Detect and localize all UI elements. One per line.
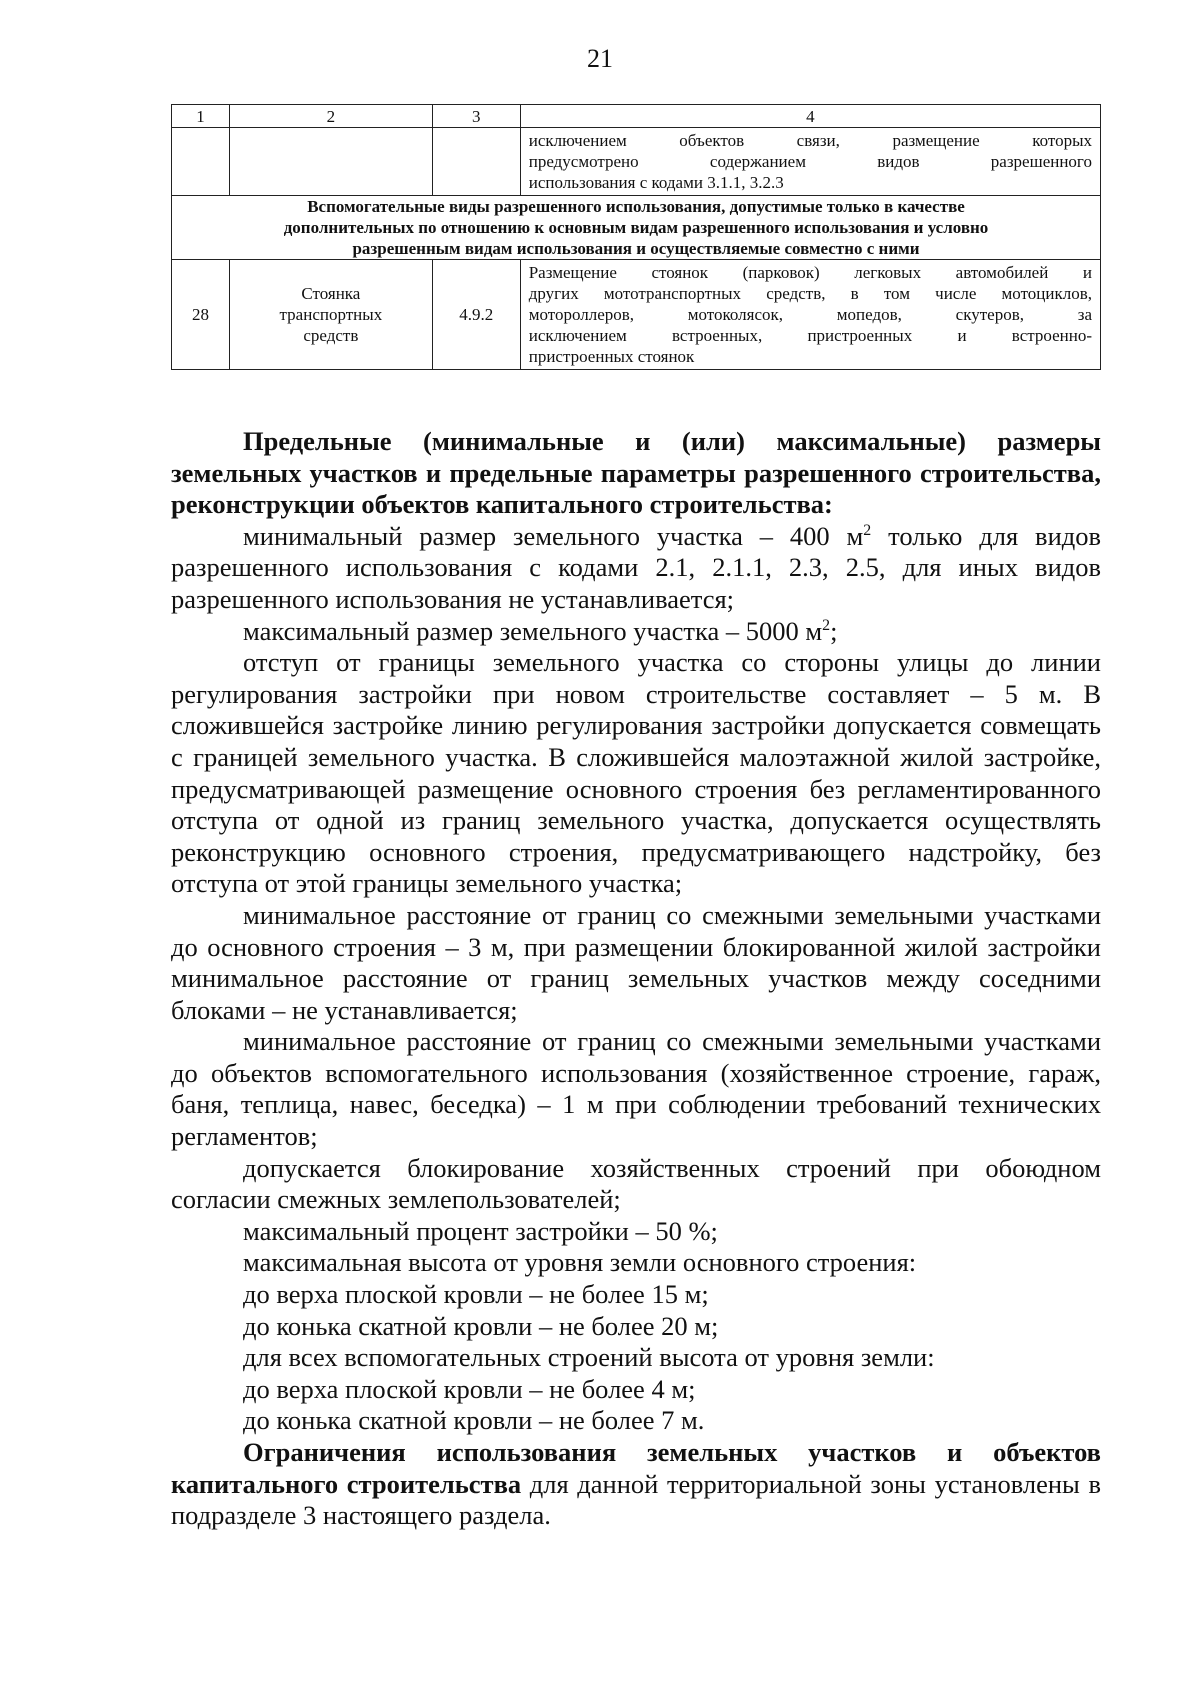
- table-header-row: [172, 105, 1101, 128]
- paragraph: до верха плоской кровли – не более 15 м;: [243, 1279, 709, 1310]
- paragraph: до верха плоской кровли – не более 4 м;: [243, 1373, 696, 1404]
- paragraph: максимальный процент застройки – 50 %;: [243, 1215, 718, 1246]
- land-use-table: [171, 104, 1101, 370]
- closing-paragraph: Ограничения использования земельных участков и объектов капитального строительства для данной территориальной зоны установлены в подразделе 3 настоящего раздела.: [171, 1437, 1101, 1531]
- paragraph: для всех вспомогательных строений высота от уровня земли:: [243, 1342, 935, 1373]
- section-title: Предельные (минимальные и (или) максимальные) размеры земельных участков и предельные параметры разрешенного строительства, реконструкции объектов капитального строительства:: [171, 426, 1101, 520]
- row-code: 4.9.2: [432, 260, 520, 370]
- paragraph: минимальное расстояние от границ со смежными земельными участками до основного строения – 3 м, при размещении блокированной жилой застройки минимальное расстояние от границ земельных участков между соседними блоками – не устанавливается;: [171, 899, 1101, 1025]
- column-header: 4: [520, 105, 1100, 128]
- continuation-text: исключением объектов связи, размещение которых предусмотрено содержанием видов разрешенного использования с кодами 3.1.1, 3.2.3: [520, 128, 1100, 196]
- column-header: 1: [172, 105, 230, 128]
- page-number: 21: [587, 44, 613, 73]
- paragraph: максимальный размер земельного участка – 5000 $м^2$;: [243, 615, 838, 646]
- row-description: Размещение стоянок (парковок) легковых автомобилей и других мототранспортных средств, в том числе мотоциклов, мотороллеров, мотоколясок, мопедов, скутеров, за исключением встроенных, пристроенных и встроенно- пристроенных стоянок: [520, 260, 1100, 370]
- paragraph: минимальный размер земельного участка – 400 $м^2$ только для видов разрешенного использования с кодами 2.1, 2.1.1, 2.3, 2.5, для иных видов разрешенного использования не устанавливается;: [171, 520, 1101, 614]
- document-body: [171, 426, 1101, 1532]
- section-heading: Вспомогательные виды разрешенного использования, допустимые только в качестве дополнительных по отношению к основным видам разрешенного использования и условно разрешенным видам использования и осуществляемые совместно с ними: [172, 196, 1101, 260]
- paragraph: до конька скатной кровли – не более 20 м;: [243, 1310, 719, 1341]
- row-number: 28: [172, 260, 230, 370]
- paragraph: до конька скатной кровли – не более 7 м.: [243, 1405, 705, 1436]
- paragraph: допускается блокирование хозяйственных строений при обоюдном согласии смежных землепользователей;: [171, 1152, 1101, 1215]
- column-header: 2: [229, 105, 432, 128]
- paragraph: минимальное расстояние от границ со смежными земельными участками до объектов вспомогательного использования (хозяйственное строение, гараж, баня, теплица, навес, беседка) – 1 м при соблюдении требований технических регламентов;: [171, 1026, 1101, 1152]
- table-row-continuation: [172, 128, 1101, 196]
- column-header: 3: [432, 105, 520, 128]
- paragraph: отступ от границы земельного участка со стороны улицы до линии регулирования застройки при новом строительстве составляет – 5 м. В сложившейся застройке линию регулирования застройки допускается совмещать с границей земельного участка. В сложившейся малоэтажной жилой застройке, предусматривающей размещение основного строения без регламентированного отступа от одной из границ земельного участка, допускается осуществлять реконструкцию основного строения, предусматривающего надстройку, без отступа от этой границы земельного участка;: [171, 647, 1101, 899]
- table-row: [172, 260, 1101, 370]
- row-name: Стоянка транспортных средств: [229, 260, 432, 370]
- table-section-heading-row: [172, 196, 1101, 260]
- paragraph: максимальная высота от уровня земли основного строения:: [243, 1247, 917, 1278]
